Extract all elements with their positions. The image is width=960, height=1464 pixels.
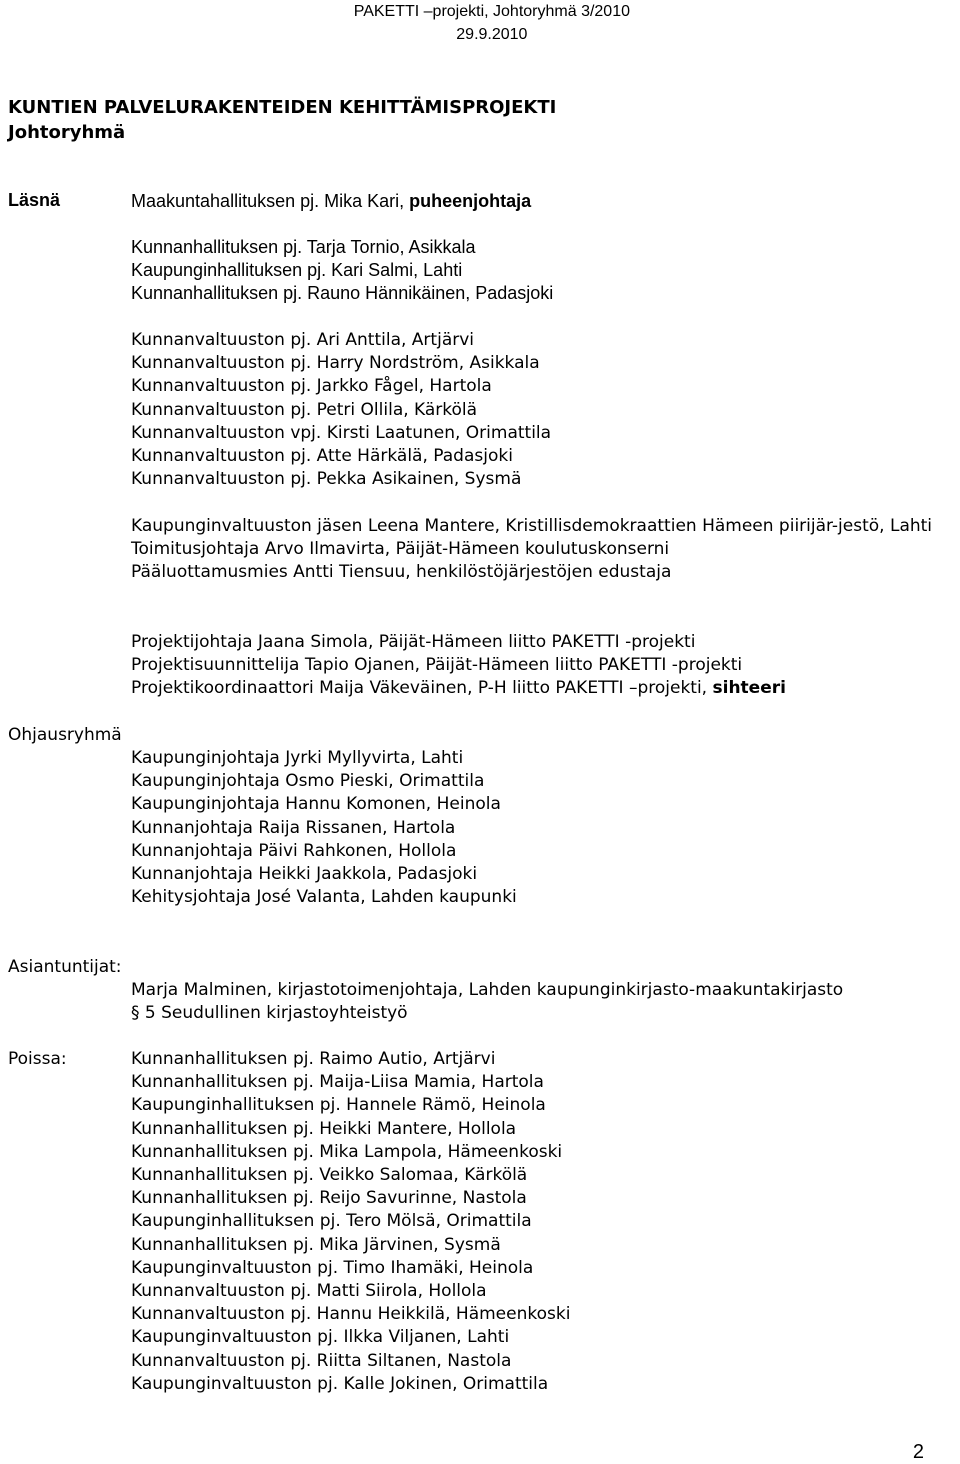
list-item: Kaupunginhallituksen pj. Kari Salmi, Lahti	[131, 260, 463, 281]
list-item: Kunnanvaltuuston pj. Atte Härkälä, Padasjoki	[131, 446, 513, 467]
list-item: Projektisuunnittelija Tapio Ojanen, Päijät-Hämeen liitto PAKETTI -projekti	[131, 655, 743, 676]
lasna-label: Läsnä	[8, 190, 61, 210]
list-item: Kunnanjohtaja Päivi Rahkonen, Hollola	[131, 840, 457, 861]
list-item: Kunnanjohtaja Raija Rissanen, Hartola	[131, 817, 456, 838]
chair-name: Maakuntahallituksen pj. Mika Kari,	[131, 191, 410, 211]
others-list	[131, 515, 945, 585]
list-item: Kaupunginjohtaja Jyrki Myllyvirta, Lahti	[131, 748, 464, 768]
list-item: Kunnanvaltuuston pj. Hannu Heikkilä, Hämeenkoski	[131, 1304, 571, 1325]
title-line-2: Johtoryhmä	[8, 122, 126, 143]
list-item: Kunnanhallituksen pj. Veikko Salomaa, Kärkölä	[131, 1165, 528, 1186]
chair-role: puheenjohtaja	[409, 191, 532, 211]
list-item: Projektijohtaja Jaana Simola, Päijät-Hämeen liitto PAKETTI -projekti	[131, 632, 696, 652]
poissa-label: Poissa:	[8, 1049, 67, 1069]
list-item: Kaupunginvaltuuston pj. Ilkka Viljanen, Lahti	[131, 1327, 510, 1348]
list-item: Kaupunginjohtaja Osmo Pieski, Orimattila	[131, 771, 485, 792]
list-item: Kunnanvaltuuston pj. Harry Nordström, Asikkala	[131, 353, 540, 374]
list-item: Kunnanhallituksen pj. Mika Lampola, Hämeenkoski	[131, 1141, 563, 1162]
list-item: Kaupunginvaltuuston pj. Timo Ihamäki, Heinola	[131, 1257, 534, 1278]
list-item: Marja Malminen, kirjastotoimenjohtaja, Lahden kaupunginkirjasto-maakuntakirjasto	[131, 980, 844, 1000]
list-item: Kaupunginhallituksen pj. Hannele Rämö, Heinola	[131, 1095, 546, 1116]
list-item: Kaupunginjohtaja Hannu Komonen, Heinola	[131, 794, 501, 815]
secretary-name: Projektikoordinaattori Maija Väkeväinen, P-H liitto PAKETTI –projekti,	[131, 678, 713, 699]
list-item: Kunnanvaltuuston pj. Pekka Asikainen, Sysmä	[131, 469, 522, 490]
header-date: 29.9.2010	[456, 26, 528, 43]
list-item: Kunnanvaltuuston pj. Petri Ollila, Kärkölä	[131, 399, 478, 420]
valtuusto-list	[131, 329, 945, 491]
list-item: § 5 Seudullinen kirjastoyhteistyö	[131, 1003, 408, 1024]
list-item: Kunnanjohtaja Heikki Jaakkola, Padasjoki	[131, 864, 478, 885]
project-list	[131, 631, 945, 701]
hallitus-list	[131, 236, 945, 306]
list-item: Kaupunginvaltuuston pj. Kalle Jokinen, Orimattila	[131, 1373, 549, 1394]
list-item: Toimitusjohtaja Arvo Ilmavirta, Päijät-Hämeen koulutuskonserni	[131, 539, 670, 560]
list-item: Kunnanhallituksen pj. Tarja Tornio, Asikkala	[131, 237, 476, 257]
ohjausryhma-label: Ohjausryhmä	[8, 725, 122, 745]
list-item: Kunnanvaltuuston vpj. Kirsti Laatunen, Orimattila	[131, 422, 552, 443]
list-item: Kunnanvaltuuston pj. Matti Siirola, Hollola	[131, 1281, 487, 1302]
list-item: Kunnanhallituksen pj. Reijo Savurinne, Nastola	[131, 1188, 527, 1209]
document-title	[8, 95, 556, 145]
list-item: Kunnanhallituksen pj. Rauno Hännikäinen, Padasjoki	[131, 283, 554, 304]
list-item: Kunnanvaltuuston pj. Jarkko Fågel, Hartola	[131, 376, 492, 397]
list-item: Kaupunginvaltuuston jäsen Leena Mantere, Kristillisdemokraattien Hämeen piirijär-jestö, Lahti	[131, 516, 933, 536]
poissa-list	[131, 1048, 945, 1396]
asiantuntijat-label: Asiantuntijat:	[8, 957, 122, 977]
title-line-1: KUNTIEN PALVELURAKENTEIDEN KEHITTÄMISPROJEKTI	[8, 97, 557, 118]
page-number: 2	[912, 1441, 924, 1463]
page-header	[354, 0, 630, 46]
list-item: Kunnanvaltuuston pj. Ari Anttila, Artjärvi	[131, 330, 475, 350]
list-item: Kunnanhallituksen pj. Raimo Autio, Artjärvi	[131, 1049, 496, 1069]
list-item: Kunnanvaltuuston pj. Riitta Siltanen, Nastola	[131, 1350, 512, 1371]
list-item: Kunnanhallituksen pj. Maija-Liisa Mamia, Hartola	[131, 1072, 544, 1093]
chair-line	[131, 190, 945, 213]
secretary-line	[131, 677, 945, 700]
header-project-line: PAKETTI –projekti, Johtoryhmä 3/2010	[353, 3, 630, 20]
list-item: Kunnanhallituksen pj. Mika Järvinen, Sysmä	[131, 1234, 501, 1255]
asiantuntijat-list	[131, 979, 945, 1025]
secretary-role: sihteeri	[712, 678, 786, 699]
list-item: Pääluottamusmies Antti Tiensuu, henkilöstöjärjestöjen edustaja	[131, 562, 672, 583]
list-item: Kaupunginhallituksen pj. Tero Mölsä, Orimattila	[131, 1211, 532, 1232]
list-item: Kunnanhallituksen pj. Heikki Mantere, Hollola	[131, 1118, 517, 1139]
ohjausryhma-list	[131, 747, 945, 909]
list-item: Kehitysjohtaja José Valanta, Lahden kaupunki	[131, 887, 517, 908]
